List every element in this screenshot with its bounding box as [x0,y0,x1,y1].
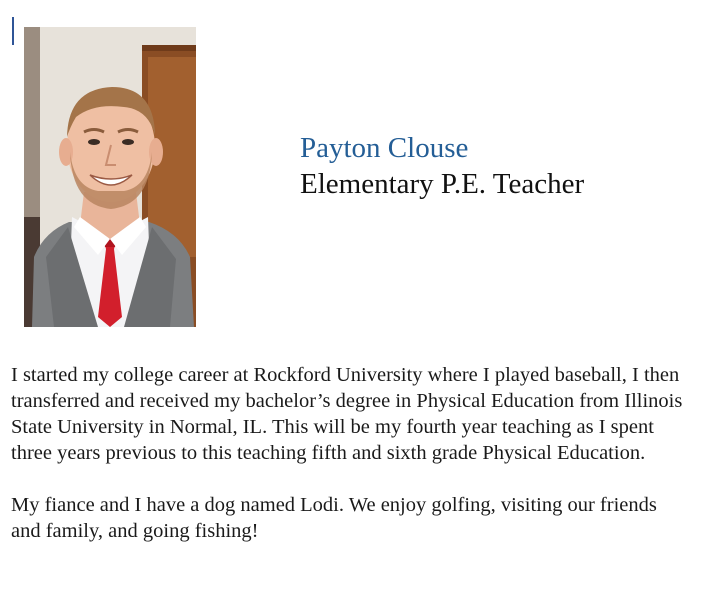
bio-section [11,362,691,544]
portrait-photo [24,27,196,327]
bio-paragraph-2: My fiance and I have a dog named Lodi. We enjoy golfing, visiting our friends and family, and going fishing! [11,494,657,542]
text-cursor [12,17,14,45]
profile-heading [300,130,690,202]
teacher-name: Payton Clouse [300,132,469,164]
teacher-title: Elementary P.E. Teacher [300,168,585,200]
bio-paragraph-1: I started my college career at Rockford University where I played baseball, I then transferred and received my bachelor’s degree in Physical Education from Illinois State University in Normal, IL. This will be my fourth year teaching as I spent three years previous to this teaching fifth and sixth grade Physical Education. [11,364,683,464]
